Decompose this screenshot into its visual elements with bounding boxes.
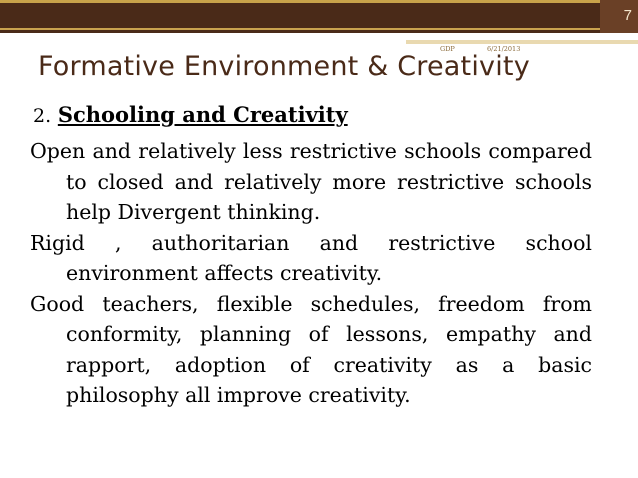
- slide-number-box: [600, 0, 638, 33]
- body-text: [30, 136, 592, 411]
- footer-date: 6/21/2013: [487, 45, 521, 53]
- slide-number: 7: [623, 7, 632, 24]
- subheading: [33, 102, 348, 127]
- header-gold-strip: [0, 0, 638, 3]
- paragraph: Good teachers, flexible schedules, freedom from conformity, planning of lessons, empathy and rapport, adoption of creativity as a basic philosophy all improve creativity.: [30, 291, 592, 407]
- paragraph: Rigid , authoritarian and restrictive school environment affects creativity.: [30, 230, 592, 285]
- accent-bar: [406, 40, 638, 44]
- slide-title: Formative Environment & Creativity: [38, 51, 530, 82]
- paragraph: Open and relatively less restrictive schools compared to closed and relatively more restrictive schools help Divergent thinking.: [30, 139, 592, 224]
- subheading-number: 2.: [33, 105, 52, 127]
- subheading-text: Schooling and Creativity: [57, 102, 348, 127]
- header-gold-line: [0, 28, 604, 30]
- footer-author: GDP: [440, 45, 455, 53]
